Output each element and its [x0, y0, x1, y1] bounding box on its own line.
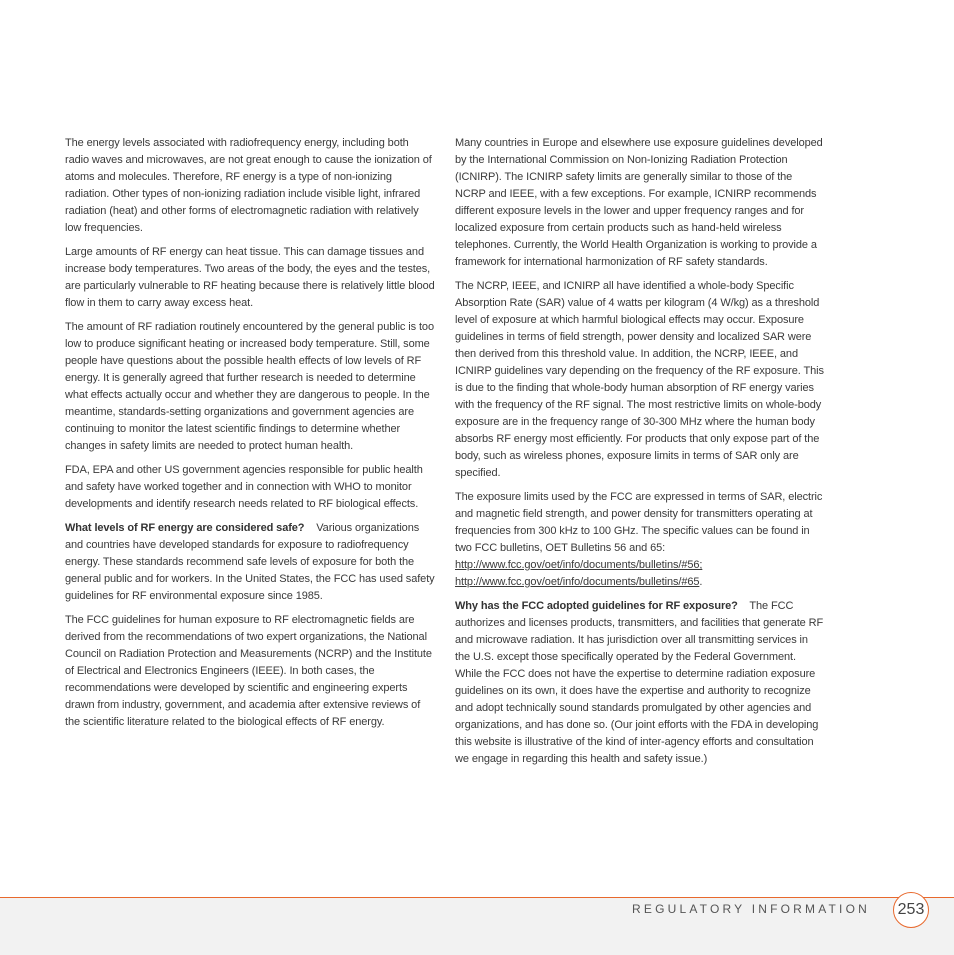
- exposure-limits-text: The exposure limits used by the FCC are expressed in terms of SAR, electric and magnetic field strength, and power density for transmitters operating at frequencies from 300 kHz to 100 GHz. The specific values can be found in two FCC bulletins, OET Bulletins 56 and 65:: [455, 491, 823, 554]
- paragraph-rf-public-exposure: The amount of RF radiation routinely encountered by the general public is too low to produce significant heating or increased body temperature. Still, some people have questions about the possible health effects of low levels of RF energy. It is generally agreed that further research is needed to determine what effects actually occur and whether they are dangerous to people. In the meantime, standards-setting organizations and government agencies are continuing to monitor the latest scientific findings to determine whether changes in safety limits are needed to protect human health.: [65, 321, 434, 452]
- section-label: REGULATORY INFORMATION: [632, 902, 870, 916]
- paragraph-rf-heating: Large amounts of RF energy can heat tissue. This can damage tissues and increase body temperatures. Two areas of the body, the eyes and the testes, are particularly vulnerable to RF heating because there is relatively little blood flow in them to carry away excess heat.: [65, 246, 435, 309]
- heading-fcc-why: Why has the FCC adopted guidelines for RF exposure?: [455, 600, 738, 612]
- paragraph-fcc-exposure-limits: [455, 489, 825, 591]
- paragraph-fcc-why: [455, 598, 825, 768]
- heading-safe-levels: What levels of RF energy are considered safe?: [65, 522, 305, 534]
- exposure-limits-end: .: [699, 576, 703, 588]
- paragraph-rf-ionization: The energy levels associated with radiofrequency energy, including both radio waves and microwaves, are not great enough to cause the ionization of atoms and molecules. Therefore, RF energy is a type of non-ionizing radiation. Other types of non-ionizing radiation include visible light, infrared radiation (heat) and other forms of electromagnetic radiation with relatively low frequencies.: [65, 137, 432, 234]
- body-safe-levels: Various organizations and countries have developed standards for exposure to radiofrequency energy. These standards recommend safe levels of exposure for both the general public and for workers. In the United States, the FCC has used safety guidelines for RF environmental exposure since 1985.: [65, 522, 435, 602]
- bulletin-56-link[interactable]: http://www.fcc.gov/oet/info/documents/bulletins/#56;: [455, 559, 703, 571]
- paragraph-safe-levels: [65, 520, 435, 605]
- page-footer: [0, 897, 954, 955]
- left-column: [65, 135, 435, 738]
- paragraph-government-agencies: FDA, EPA and other US government agencies responsible for public health and safety have worked together and in connection with WHO to monitor developments and identify research needs related to RF biological effects.: [65, 464, 423, 510]
- bulletin-65-link[interactable]: http://www.fcc.gov/oet/info/documents/bulletins/#65: [455, 576, 700, 588]
- paragraph-sar-threshold: The NCRP, IEEE, and ICNIRP all have identified a whole-body Specific Absorption Rate (SAR) value of 4 watts per kilogram (4 W/kg) as a threshold level of exposure at which harmful biological effects may occur. Exposure guidelines in terms of field strength, power density and localized SAR were then derived from this threshold value. In addition, the NCRP, IEEE, and ICNIRP guidelines vary depending on the frequency of the RF exposure. This is due to the finding that whole-body human absorption of RF energy varies with the frequency of the RF signal. The most restrictive limits on whole-body exposure are in the frequency range of 30-300 MHz where the human body absorbs RF energy most efficiently. For products that only expose part of the body, such as wireless phones, exposure limits in terms of SAR only are specified.: [455, 280, 824, 479]
- right-column: [455, 135, 825, 775]
- page-number-badge: 253: [893, 892, 929, 928]
- paragraph-fcc-guidelines: The FCC guidelines for human exposure to RF electromagnetic fields are derived from the recommendations of two expert organizations, the National Council on Radiation Protection and Measurements (NCRP) and the Institute of Electrical and Electronics Engineers (IEEE). In both cases, the recommendations were developed by scientific and engineering experts drawn from industry, government, and academia after extensive reviews of the scientific literature related to the biological effects of RF energy.: [65, 614, 432, 728]
- body-fcc-why: The FCC authorizes and licenses products, transmitters, and facilities that generate RF and microwave radiation. It has jurisdiction over all transmitting services in the U.S. except those specifically operated by the Federal Government. While the FCC does not have the expertise to determine radiation exposure guidelines on its own, it does have the expertise and authority to recognize and adopt technically sound standards promulgated by other agencies and organizations, and has done so. (Our joint efforts with the FDA in developing this website is illustrative of the kind of inter-agency efforts and consultation we engage in regarding this health and safety issue.): [455, 600, 824, 765]
- paragraph-icnirp: Many countries in Europe and elsewhere use exposure guidelines developed by the International Commission on Non-Ionizing Radiation Protection (ICNIRP). The ICNIRP safety limits are generally similar to those of the NCRP and IEEE, with a few exceptions. For example, ICNIRP recommends different exposure levels in the lower and upper frequency ranges and for localized exposure from certain products such as hand-held wireless telephones. Currently, the World Health Organization is working to provide a framework for international harmonization of RF safety standards.: [455, 137, 823, 268]
